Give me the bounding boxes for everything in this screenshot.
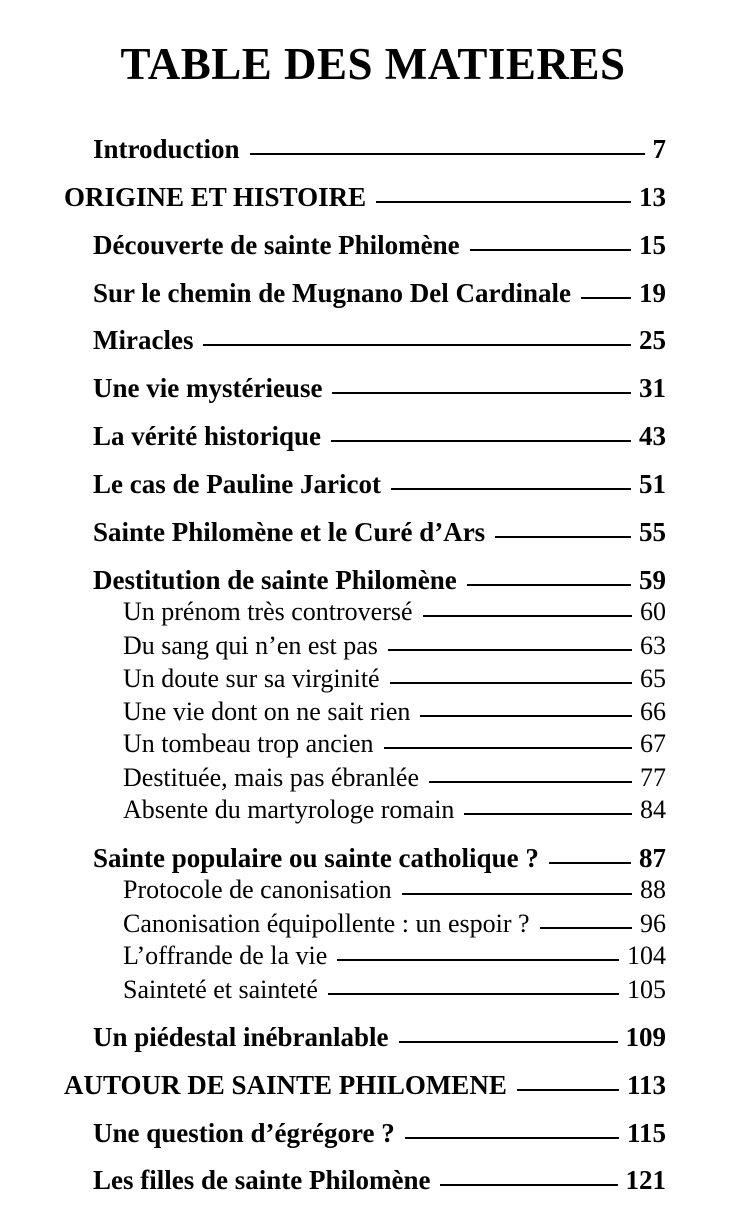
toc-subentry-offrande[interactable] — [123, 941, 666, 975]
toc-entry-label: La vérité historique — [93, 421, 321, 451]
dot-leader — [405, 1137, 619, 1139]
dot-leader — [517, 1089, 619, 1091]
toc-entry-label: Un tombeau trop ancien — [123, 729, 374, 758]
toc-entry-page: 55 — [639, 517, 666, 547]
toc-entry-page: 65 — [640, 664, 666, 693]
dot-leader — [467, 584, 631, 586]
toc-entry-page: 19 — [639, 278, 666, 308]
dot-leader — [540, 927, 632, 929]
toc-entry-decouverte[interactable] — [93, 230, 666, 264]
dot-leader — [581, 297, 631, 299]
toc-entry-page: 115 — [626, 1118, 666, 1148]
toc-entry-piedestal[interactable] — [93, 1022, 666, 1056]
dot-leader — [402, 893, 632, 895]
toc-entry-la-verite-historique[interactable] — [93, 421, 666, 455]
toc-entry-pauline-jaricot[interactable] — [93, 469, 666, 503]
toc-entry-page: 109 — [625, 1022, 666, 1052]
toc-entry-page: 84 — [640, 795, 666, 824]
dot-leader — [388, 649, 632, 651]
toc-entry-label: Du sang qui n’en est pas — [123, 631, 378, 660]
dot-leader — [391, 488, 631, 490]
toc-entry-page: 43 — [639, 421, 666, 451]
toc-entry-label: Introduction — [93, 134, 240, 164]
dot-leader — [464, 813, 632, 815]
toc-subentry-saintete[interactable] — [123, 975, 666, 1009]
toc-entry-label: ORIGINE ET HISTOIRE — [64, 182, 367, 212]
toc-entry-label: Sur le chemin de Mugnano Del Cardinale — [93, 278, 572, 308]
toc-entry-label: L’offrande de la vie — [123, 941, 328, 970]
dot-leader — [331, 440, 631, 442]
toc-entry-destitution[interactable] — [93, 565, 666, 599]
toc-entry-page: 88 — [640, 875, 666, 904]
dot-leader — [337, 959, 619, 961]
toc-entry-label: Sainte Philomène et le Curé d’Ars — [93, 517, 486, 547]
toc-entry-sainte-populaire[interactable] — [93, 843, 666, 877]
toc-subentry-tombeau[interactable] — [123, 729, 666, 763]
toc-entry-label: Destitution de sainte Philomène — [93, 565, 457, 595]
toc-entry-une-vie-mysterieuse[interactable] — [93, 373, 666, 407]
toc-entry-page: 60 — [640, 597, 666, 626]
toc-entry-label: Découverte de sainte Philomène — [93, 230, 460, 260]
dot-leader — [549, 862, 631, 864]
toc-entry-page: 113 — [626, 1070, 666, 1100]
toc-entry-autour-de-sainte-philomene[interactable] — [64, 1070, 666, 1104]
dot-leader — [420, 715, 632, 717]
dot-leader — [203, 344, 631, 346]
toc-subentry-vie[interactable] — [123, 697, 666, 731]
dot-leader — [376, 201, 631, 203]
toc-entry-page: 77 — [640, 763, 666, 792]
dot-leader — [332, 392, 631, 394]
toc-entry-page: 15 — [639, 230, 666, 260]
toc-entry-page: 105 — [627, 975, 666, 1004]
toc-entry-label: Les filles de sainte Philomène — [93, 1165, 431, 1195]
toc-subentry-destituee[interactable] — [123, 763, 666, 797]
dot-leader — [429, 781, 632, 783]
toc-entry-label: Canonisation équipollente : un espoir ? — [123, 909, 530, 938]
toc-entry-page: 104 — [627, 941, 666, 970]
toc-entry-origine-et-histoire[interactable] — [64, 182, 666, 216]
toc-subentry-prenom[interactable] — [123, 597, 666, 631]
toc-entry-introduction[interactable] — [93, 134, 666, 168]
dot-leader — [250, 153, 645, 155]
toc-entry-miracles[interactable] — [93, 325, 666, 359]
dot-leader — [384, 747, 632, 749]
toc-entry-page: 121 — [625, 1165, 666, 1195]
toc-entry-label: Une question d’égrégore ? — [93, 1118, 395, 1148]
toc-entry-page: 7 — [652, 134, 666, 164]
toc-subentry-martyrologe[interactable] — [123, 795, 666, 829]
dot-leader — [390, 682, 632, 684]
toc-entry-page: 67 — [640, 729, 666, 758]
dot-leader — [440, 1184, 617, 1186]
toc-entry-filles[interactable] — [93, 1165, 666, 1199]
toc-entry-label: AUTOUR DE SAINTE PHILOMENE — [64, 1070, 507, 1100]
toc-entry-page: 96 — [640, 909, 666, 938]
toc-entry-label: Une vie dont on ne sait rien — [123, 697, 411, 726]
toc-entry-label: Miracles — [93, 325, 194, 355]
toc-subentry-sang[interactable] — [123, 631, 666, 665]
toc-entry-label: Sainte populaire ou sainte catholique ? — [93, 843, 539, 873]
toc-entry-page: 87 — [639, 843, 666, 873]
toc-entry-cure-dars[interactable] — [93, 517, 666, 551]
toc-entry-label: Un piédestal inébranlable — [93, 1022, 389, 1052]
toc-entry-egregore[interactable] — [93, 1118, 666, 1152]
toc-entry-page: 25 — [639, 325, 666, 355]
toc-entry-page: 59 — [639, 565, 666, 595]
toc-subentry-virginite[interactable] — [123, 664, 666, 698]
toc-entry-label: Le cas de Pauline Jaricot — [93, 469, 381, 499]
toc-entry-label: Une vie mystérieuse — [93, 373, 323, 403]
toc-entry-label: Sainteté et sainteté — [123, 975, 318, 1004]
toc-entry-label: Destituée, mais pas ébranlée — [123, 763, 419, 792]
toc-entry-page: 63 — [640, 631, 666, 660]
dot-leader — [328, 993, 619, 995]
toc-entry-page: 13 — [639, 182, 666, 212]
dot-leader — [399, 1041, 618, 1043]
dot-leader — [495, 536, 631, 538]
toc-entry-label: Protocole de canonisation — [123, 875, 392, 904]
toc-entry-page: 31 — [639, 373, 666, 403]
toc-entry-page: 66 — [640, 697, 666, 726]
toc-entry-label: Un prénom très controversé — [123, 597, 413, 626]
toc-entry-sur-le-chemin[interactable] — [93, 278, 666, 312]
toc-entry-page: 51 — [639, 469, 666, 499]
toc-title: TABLE DES MATIERES — [120, 39, 626, 89]
toc-subentry-protocole[interactable] — [123, 875, 666, 909]
dot-leader — [423, 615, 632, 617]
dot-leader — [470, 249, 631, 251]
toc-subentry-equipollente[interactable] — [123, 909, 666, 943]
toc-entry-label: Un doute sur sa virginité — [123, 664, 380, 693]
toc-entry-label: Absente du martyrologe romain — [123, 795, 455, 824]
